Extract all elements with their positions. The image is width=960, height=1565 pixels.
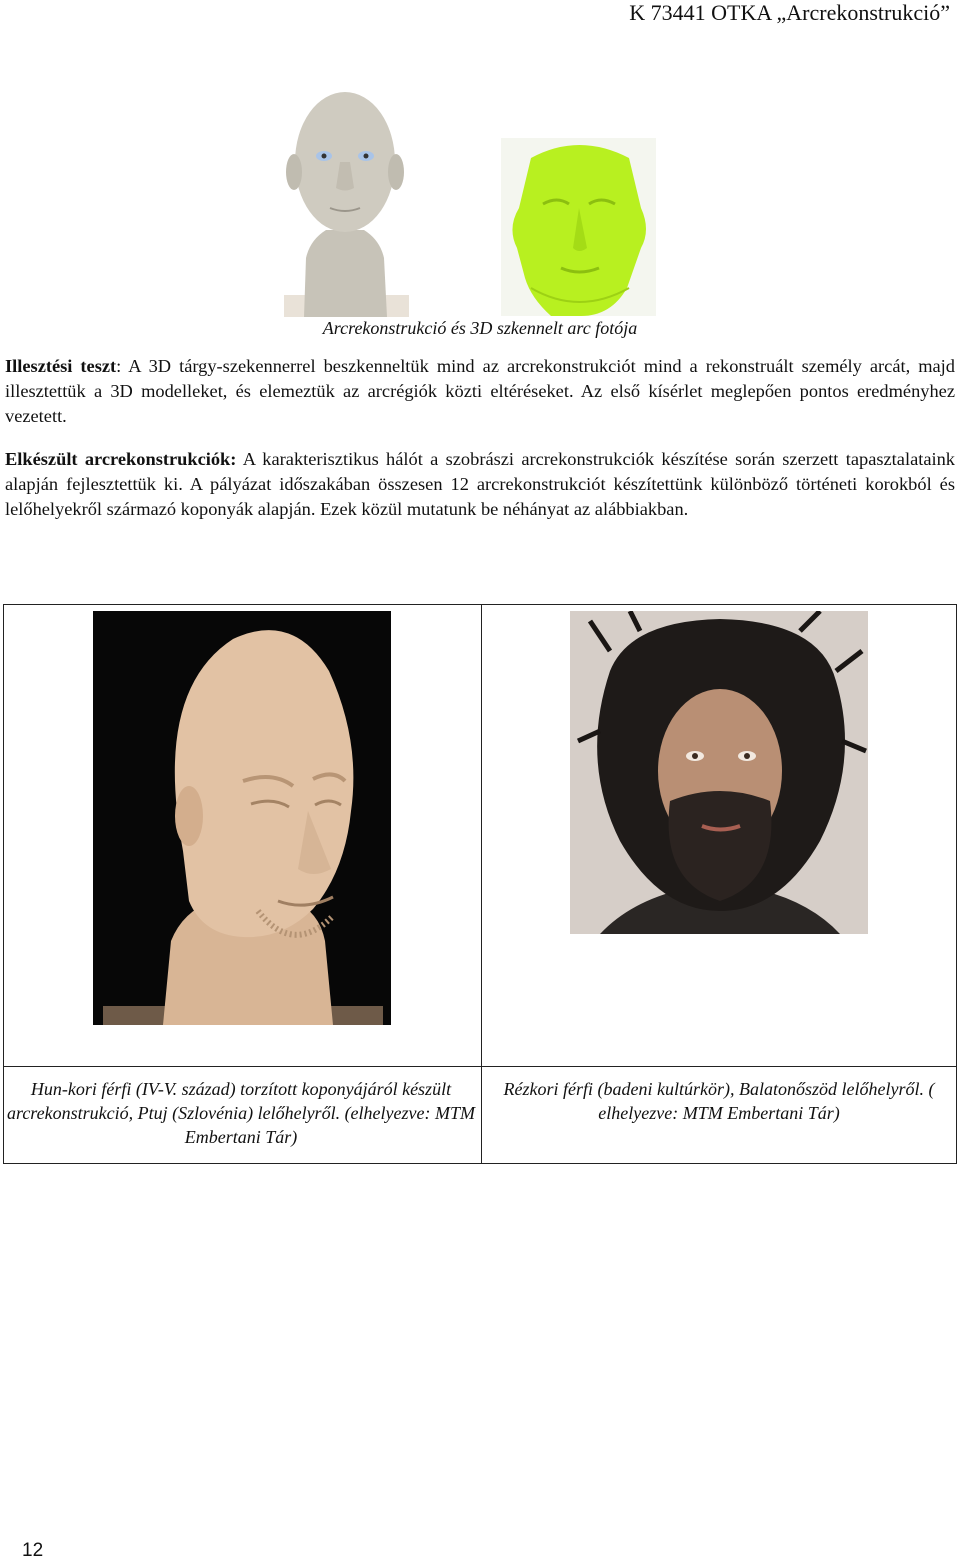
copper-age-man-reconstruction-photo xyxy=(570,611,868,934)
top-figure-caption: Arcrekonstrukció és 3D szkennelt arc fotója xyxy=(322,318,638,338)
paragraph-text: : A 3D tárgy-szekennerrel beszkenneltük mind az arcrekonstrukciót mind a rekonstruált személy arcát, majd illesztettük a 3D modelleket, és elemeztük az arcrégiók közti eltéréseket. Az első kísérlet meglepően pontos eredményhez vezetett. xyxy=(5,356,955,426)
table-caption-right: Rézkori férfi (badeni kultúrkör), Balatonőszöd lelőhelyről. ( elhelyezve: MTM Embertani Tár) xyxy=(503,1079,935,1123)
clay-reconstruction-photo xyxy=(266,80,423,317)
page-header: K 73441 OTKA „Arcrekonstrukció” xyxy=(629,0,950,25)
paragraph-heading: Elkészült arcrekonstrukciók: xyxy=(5,449,237,469)
table-divider-horizontal xyxy=(4,1066,956,1067)
hun-era-man-reconstruction-photo xyxy=(93,611,391,1025)
table-divider-vertical xyxy=(481,605,482,1163)
paragraph-illesztesi-teszt xyxy=(5,354,955,429)
paragraph-heading: Illesztési teszt xyxy=(5,356,117,376)
paragraph-elkeszult xyxy=(5,447,955,522)
table-caption-left: Hun-kori férfi (IV-V. század) torzított koponyájáról készült arcrekonstrukció, Ptuj (Szlovénia) lelőhelyről. (elhelyezve: MTM Embertani Tár) xyxy=(6,1079,475,1147)
paragraph-text: A karakterisztikus hálót a szobrászi arcrekonstrukciók készítése során szerzett tapasztalataink alapján fejlesztettük ki. A pályázat időszakában összesen 12 arcrekonstrukciót készítettünk különböző történeti korokból és lelőhelyekről származó koponyák alapján. Ezek közül mutatunk be néhányat az alábbiakban. xyxy=(5,449,955,519)
3d-scanned-face-photo xyxy=(501,138,656,316)
page-number: 12 xyxy=(22,1540,44,1561)
reconstruction-table xyxy=(3,604,957,1164)
top-figure xyxy=(0,80,960,320)
